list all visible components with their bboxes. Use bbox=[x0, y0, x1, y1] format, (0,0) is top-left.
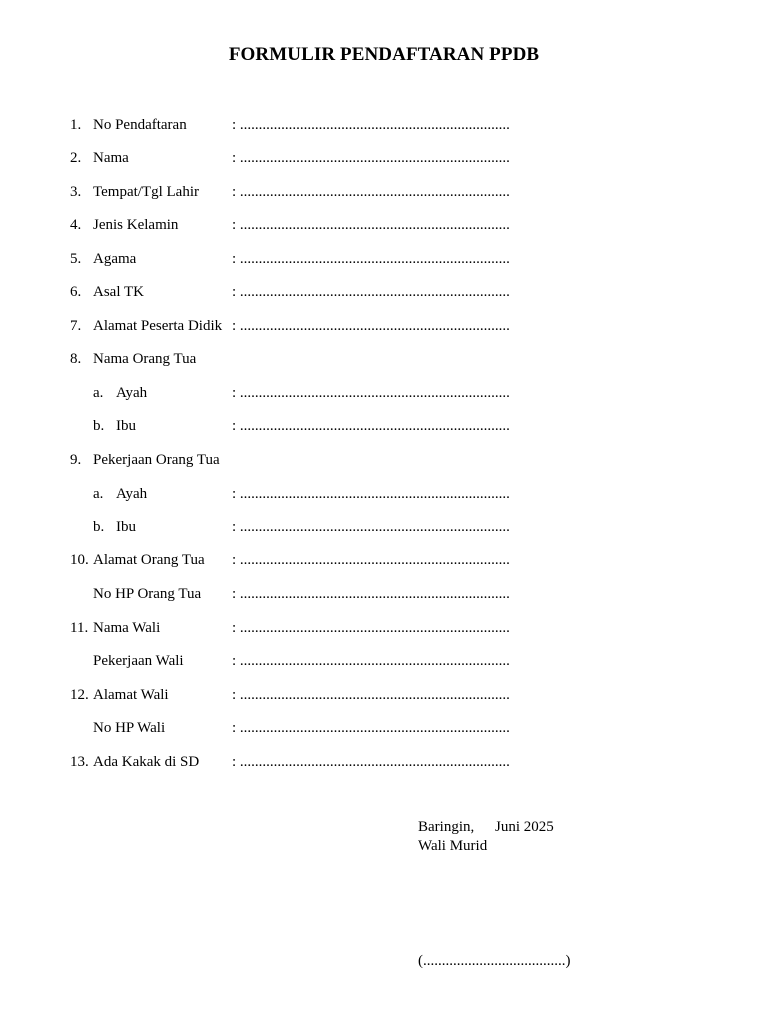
fill-in-line[interactable]: : ........................................................................ bbox=[232, 117, 510, 133]
fill-in-line[interactable]: : ........................................................................ bbox=[232, 586, 510, 602]
form-title: FORMULIR PENDAFTARAN PPDB bbox=[228, 44, 540, 65]
row-label: Ibu bbox=[116, 519, 136, 535]
fill-in-line[interactable]: : ........................................................................ bbox=[232, 150, 510, 166]
fill-in-line[interactable]: : ........................................................................ bbox=[232, 620, 510, 636]
row-number: 2. bbox=[70, 150, 82, 166]
signature-place-date bbox=[418, 817, 618, 837]
row-label: Ayah bbox=[116, 486, 148, 502]
fill-in-line[interactable]: : ........................................................................ bbox=[232, 687, 510, 703]
row-number: 12. bbox=[70, 687, 89, 703]
row-label: Pekerjaan Wali bbox=[93, 653, 184, 669]
fill-in-line[interactable]: : ........................................................................ bbox=[232, 251, 510, 267]
row-number: 8. bbox=[70, 351, 82, 367]
row-sub-letter: a. bbox=[93, 486, 104, 502]
row-number: 3. bbox=[70, 184, 82, 200]
row-label: Tempat/Tgl Lahir bbox=[93, 184, 199, 200]
row-label: Agama bbox=[93, 251, 137, 267]
row-label: Nama Wali bbox=[93, 620, 161, 636]
signature-date: Juni 2025 bbox=[495, 819, 554, 835]
row-label: Jenis Kelamin bbox=[93, 217, 179, 233]
row-number: 11. bbox=[70, 620, 89, 636]
row-label: Ayah bbox=[116, 385, 148, 401]
row-label: Alamat Wali bbox=[93, 687, 169, 703]
row-label: Nama bbox=[93, 150, 129, 166]
row-sub-letter: b. bbox=[93, 418, 105, 434]
row-label: Ada Kakak di SD bbox=[93, 754, 200, 770]
row-label: Pekerjaan Orang Tua bbox=[93, 452, 220, 468]
signature-name-line[interactable]: (......................................) bbox=[418, 953, 571, 969]
row-label: Asal TK bbox=[93, 284, 144, 300]
row-label: Alamat Orang Tua bbox=[93, 552, 205, 568]
signature-role: Wali Murid bbox=[418, 838, 488, 854]
row-label: No HP Wali bbox=[93, 720, 166, 736]
row-number: 1. bbox=[70, 117, 82, 133]
fill-in-line[interactable]: : ........................................................................ bbox=[232, 486, 510, 502]
row-sub-letter: b. bbox=[93, 519, 105, 535]
row-label: No Pendaftaran bbox=[93, 117, 187, 133]
fill-in-line[interactable]: : ........................................................................ bbox=[232, 318, 510, 334]
fill-in-line[interactable]: : ........................................................................ bbox=[232, 720, 510, 736]
row-sub-letter: a. bbox=[93, 385, 104, 401]
row-number: 4. bbox=[70, 217, 82, 233]
row-label: Nama Orang Tua bbox=[93, 351, 197, 367]
row-number: 7. bbox=[70, 318, 82, 334]
row-number: 13. bbox=[70, 754, 89, 770]
fill-in-line[interactable]: : ........................................................................ bbox=[232, 552, 510, 568]
row-label: No HP Orang Tua bbox=[93, 586, 202, 602]
row-number: 6. bbox=[70, 284, 82, 300]
fill-in-line[interactable]: : ........................................................................ bbox=[232, 284, 510, 300]
fill-in-line[interactable]: : ........................................................................ bbox=[232, 184, 510, 200]
row-number: 9. bbox=[70, 452, 82, 468]
row-label: Alamat Peserta Didik bbox=[93, 318, 223, 334]
fill-in-line[interactable]: : ........................................................................ bbox=[232, 217, 510, 233]
fill-in-line[interactable]: : ........................................................................ bbox=[232, 385, 510, 401]
row-number: 10. bbox=[70, 552, 89, 568]
fill-in-line[interactable]: : ........................................................................ bbox=[232, 754, 510, 770]
fill-in-line[interactable]: : ........................................................................ bbox=[232, 418, 510, 434]
fill-in-line[interactable]: : ........................................................................ bbox=[232, 519, 510, 535]
row-number: 5. bbox=[70, 251, 82, 267]
row-label: Ibu bbox=[116, 418, 136, 434]
signature-place: Baringin, bbox=[418, 819, 475, 835]
fill-in-line[interactable]: : ........................................................................ bbox=[232, 653, 510, 669]
